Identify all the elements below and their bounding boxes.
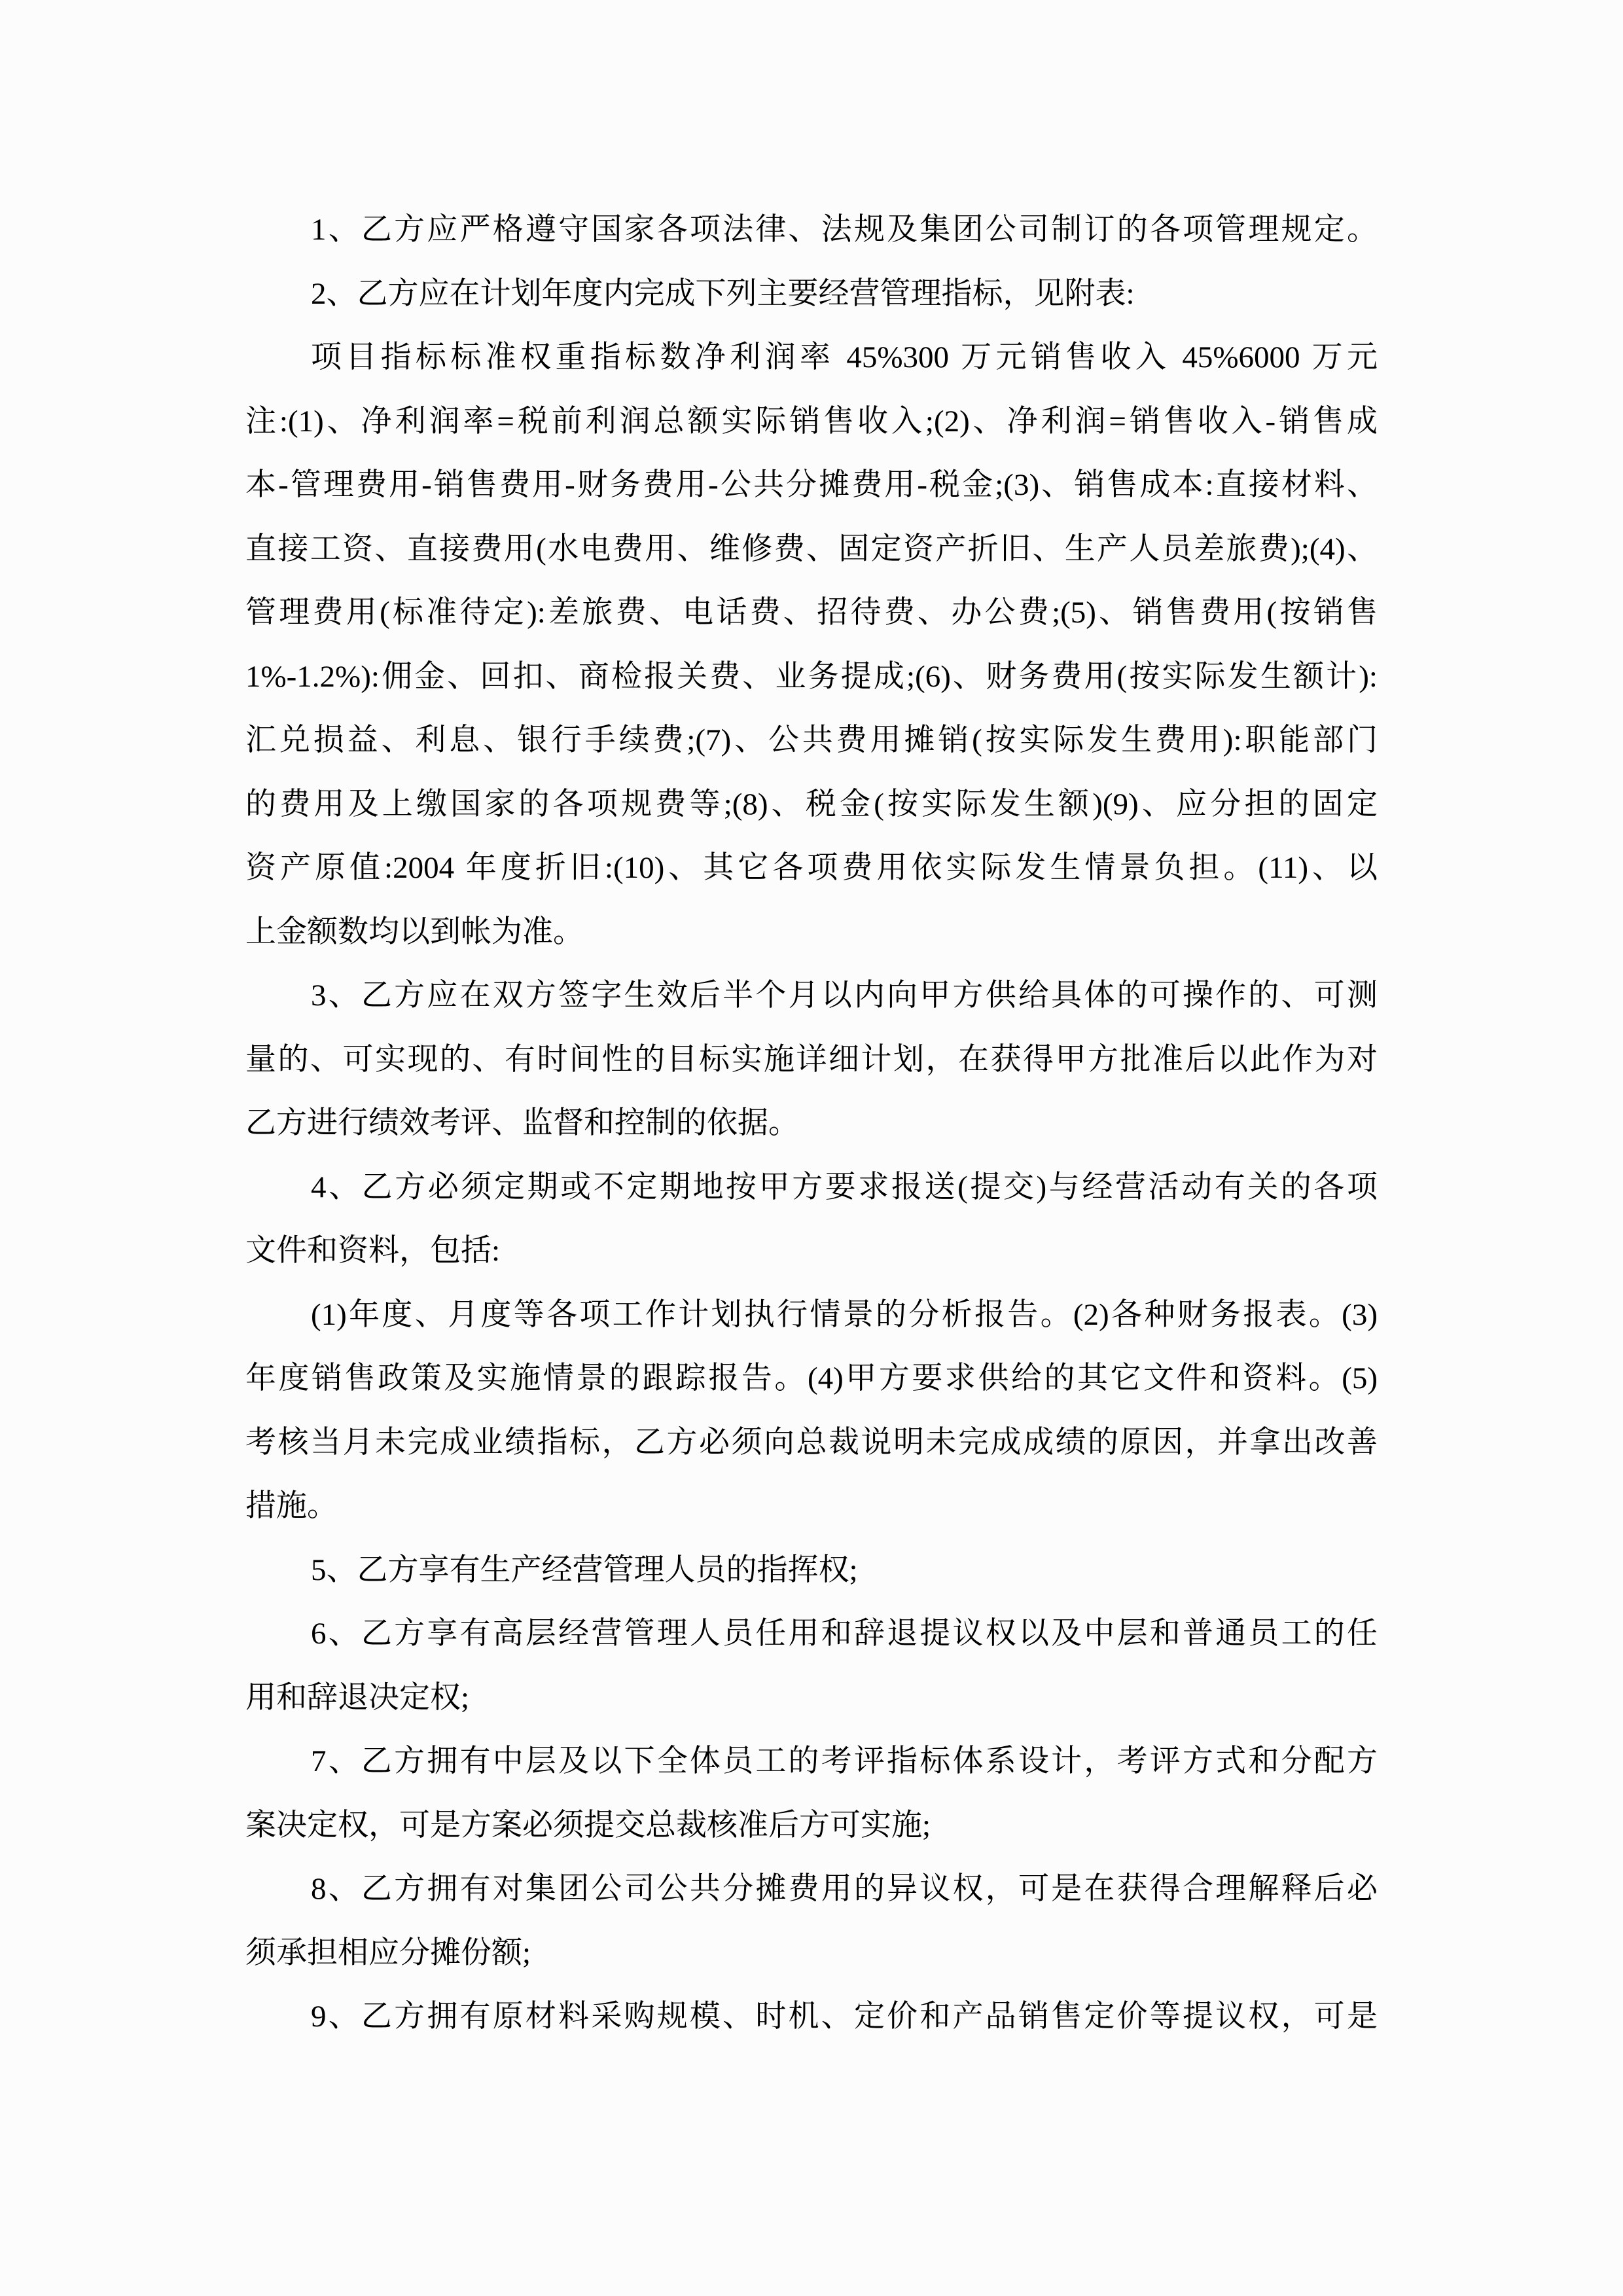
text-line: 1、乙方应严格遵守国家各项法律、法规及集团公司制订的各项管理规定。	[311, 213, 1378, 247]
text-line: 措施。	[245, 1489, 338, 1523]
text-line: 汇兑损益、利息、银行手续费;(7)、公共费用摊销(按实际发生费用):职能部门	[245, 723, 1378, 757]
text-line: 量的、可实现的、有时间性的目标实施详细计划，在获得甲方批准后以此作为对	[245, 1042, 1378, 1077]
text-line: 3、乙方应在双方签字生效后半个月以内向甲方供给具体的可操作的、可测	[311, 978, 1378, 1013]
text-line: 文件和资料，包括:	[245, 1234, 501, 1268]
text-line: 管理费用(标准待定):差旅费、电话费、招待费、办公费;(5)、销售费用(按销售	[245, 596, 1378, 630]
text-line: 项目指标标准权重指标数净利润率 45%300 万元销售收入 45%6000 万元	[311, 340, 1378, 374]
text-line: 资产原值:2004 年度折旧:(10)、其它各项费用依实际发生情景负担。(11)、以	[245, 851, 1378, 885]
text-line: 案决定权，可是方案必须提交总裁核准后方可实施;	[245, 1808, 931, 1842]
text-line: 5、乙方享有生产经营管理人员的指挥权;	[311, 1552, 858, 1587]
text-line: 9、乙方拥有原材料采购规模、时机、定价和产品销售定价等提议权，可是	[311, 2000, 1378, 2034]
text-line: 须承担相应分摊份额;	[245, 1935, 531, 1970]
text-line: 本-管理费用-销售费用-财务费用-公共分摊费用-税金;(3)、销售成本:直接材料、	[245, 468, 1378, 502]
text-line: 注:(1)、净利润率=税前利润总额实际销售收入;(2)、净利润=销售收入-销售成	[245, 404, 1378, 439]
text-line: 8、乙方拥有对集团公司公共分摊费用的异议权，可是在获得合理解释后必	[311, 1872, 1378, 1906]
text-line: 4、乙方必须定期或不定期地按甲方要求报送(提交)与经营活动有关的各项	[311, 1170, 1378, 1204]
text-line: 1%-1.2%):佣金、回扣、商检报关费、业务提成;(6)、财务费用(按实际发生额计):	[245, 659, 1378, 694]
text-line: 用和辞退决定权;	[245, 1680, 470, 1715]
text-line: 7、乙方拥有中层及以下全体员工的考评指标体系设计，考评方式和分配方	[311, 1744, 1378, 1778]
text-line: 2、乙方应在计划年度内完成下列主要经营管理指标，见附表:	[311, 276, 1135, 311]
text-line: 直接工资、直接费用(水电费用、维修费、固定资产折旧、生产人员差旅费);(4)、	[245, 531, 1378, 566]
document-body	[245, 198, 1378, 2049]
text-line: 乙方进行绩效考评、监督和控制的依据。	[245, 1106, 799, 1140]
text-line: 上金额数均以到帐为准。	[245, 914, 584, 949]
text-line: 年度销售政策及实施情景的跟踪报告。(4)甲方要求供给的其它文件和资料。(5)	[245, 1361, 1378, 1395]
text-line: 6、乙方享有高层经营管理人员任用和辞退提议权以及中层和普通员工的任	[311, 1617, 1378, 1651]
text-line: 考核当月未完成业绩指标，乙方必须向总裁说明未完成成绩的原因，并拿出改善	[245, 1425, 1378, 1460]
text-line: (1)年度、月度等各项工作计划执行情景的分析报告。(2)各种财务报表。(3)	[311, 1297, 1378, 1332]
text-line: 的费用及上缴国家的各项规费等;(8)、税金(按实际发生额)(9)、应分担的固定	[245, 787, 1378, 821]
